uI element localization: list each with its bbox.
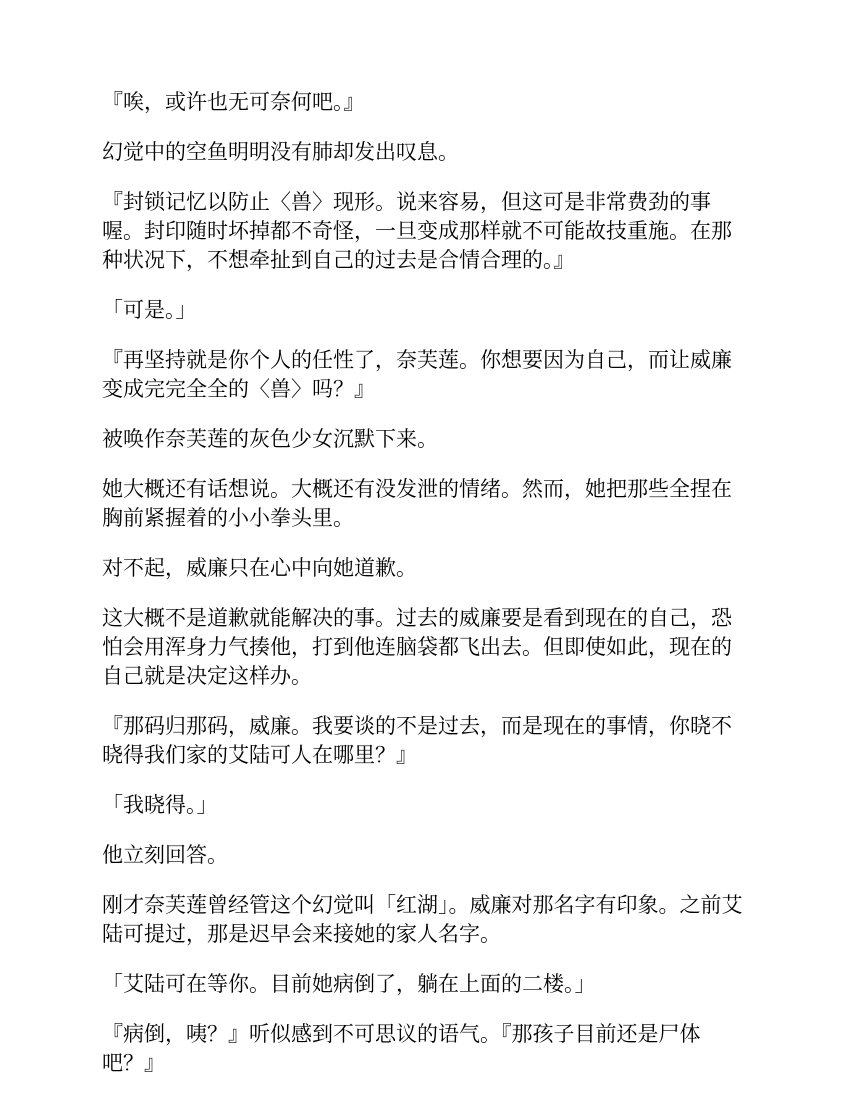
paragraph: 对不起，威廉只在心中向她道歉。 <box>102 556 417 580</box>
paragraph: 『病倒，咦？』听似感到不可思议的语气。『那孩子目前还是尸体吧？』 <box>102 1022 701 1075</box>
paragraph: 「可是。」 <box>102 298 197 322</box>
paragraph: 他立刻回答。 <box>102 843 228 867</box>
paragraph: 刚才奈芙莲曾经管这个幻觉叫「红湖」。威廉对那名字有印象。之前艾陆可提过，那是迟早会来接她的家人名字。 <box>102 893 743 946</box>
paragraph: 这大概不是道歉就能解决的事。过去的威廉要是看到现在的自己，恐怕会用浑身力气揍他，打到他连脑袋都飞出去。但即使如此，现在的自己就是决定这样办。 <box>102 606 732 688</box>
document-body <box>102 88 750 1099</box>
paragraph: 幻觉中的空鱼明明没有肺却发出叹息。 <box>102 140 459 164</box>
paragraph: 「艾陆可在等你。目前她病倒了，躺在上面的二楼。」 <box>102 972 596 996</box>
paragraph: 「我晓得。」 <box>102 793 218 817</box>
paragraph: 『封锁记忆以防止〈兽〉现形。说来容易，但这可是非常费劲的事喔。封印随时坏掉都不奇怪，一旦变成那样就不可能故技重施。在那种状况下，不想牵扯到自己的过去是合情合理的。』 <box>102 190 732 272</box>
paragraph: 被唤作奈芙莲的灰色少女沉默下来。 <box>102 427 438 451</box>
paragraph: 『唉，或许也无可奈何吧。』 <box>102 90 365 114</box>
paragraph: 她大概还有话想说。大概还有没发泄的情绪。然而，她把那些全捏在胸前紧握着的小小拳头里。 <box>102 477 732 530</box>
paragraph: 『那码归那码，威廉。我要谈的不是过去，而是现在的事情，你晓不晓得我们家的艾陆可人在哪里？』 <box>102 714 732 767</box>
paragraph: 『再坚持就是你个人的任性了，奈芙莲。你想要因为自己，而让威廉变成完完全全的〈兽〉吗？』 <box>102 348 732 401</box>
